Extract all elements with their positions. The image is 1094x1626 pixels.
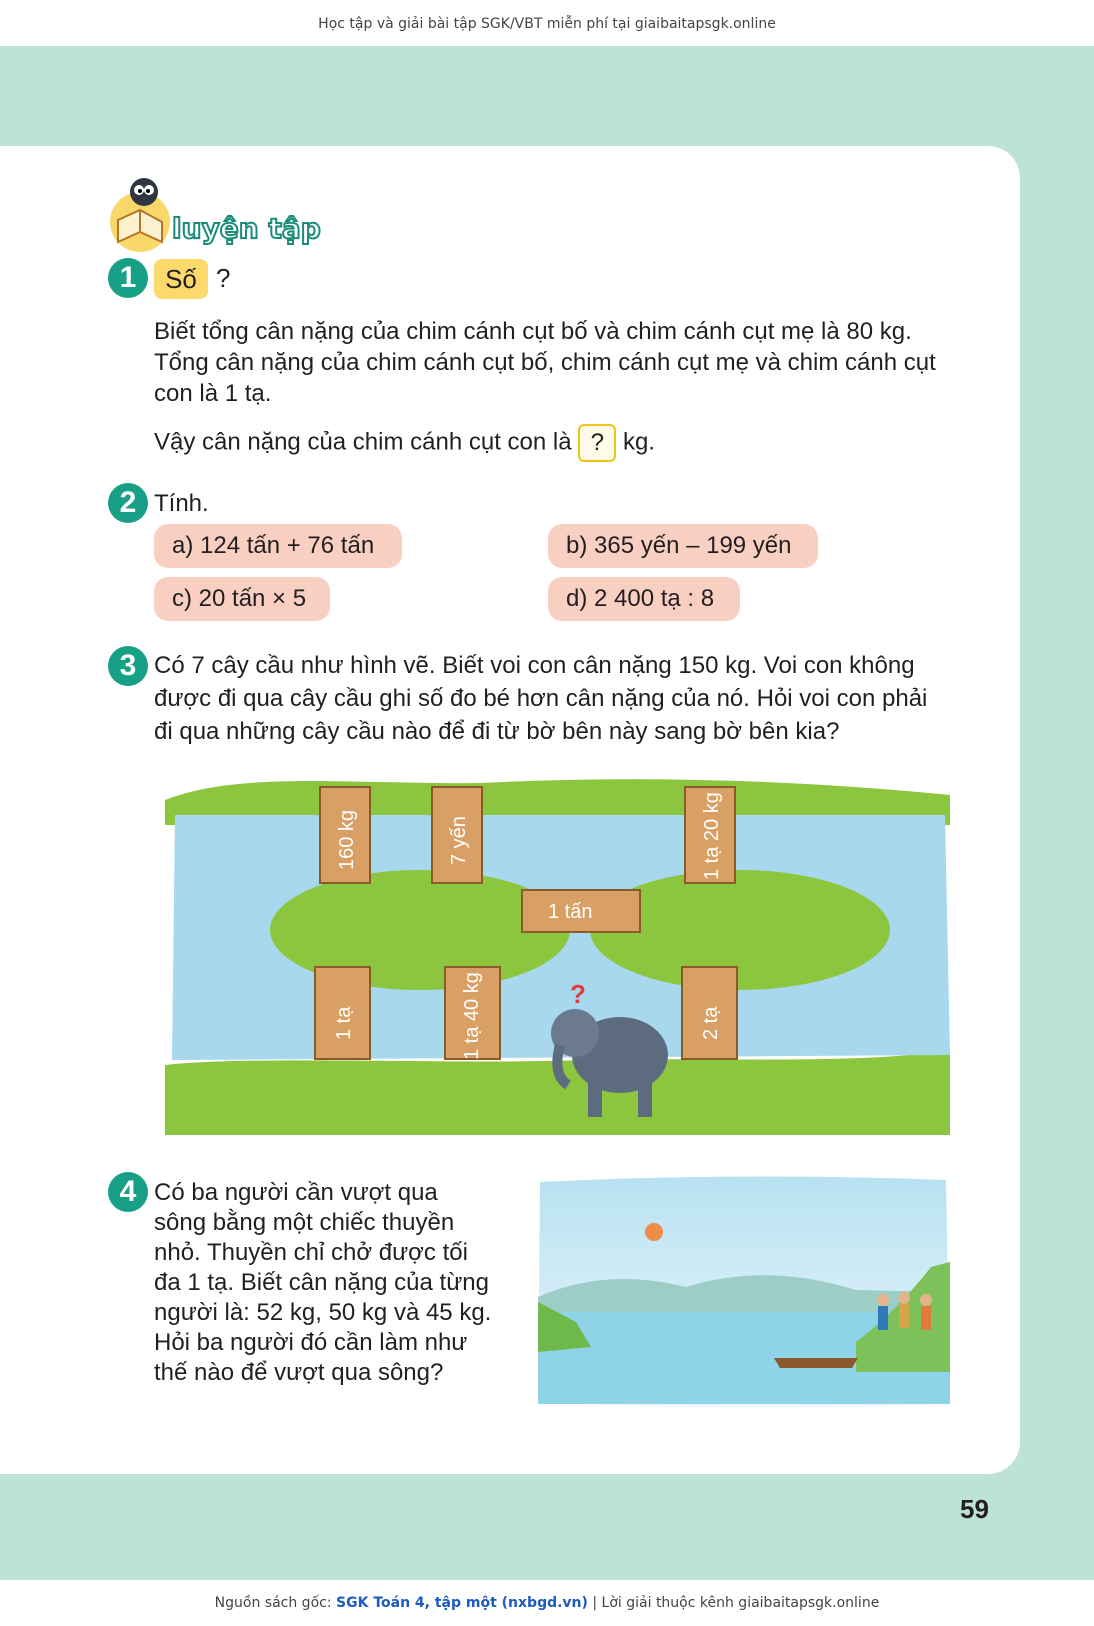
question-prefix: Vậy cân nặng của chim cánh cụt con là [154, 428, 572, 456]
bridge-label: 1 tạ 20 kg [701, 792, 723, 880]
river-crossing-illustration [536, 1172, 952, 1412]
people-icon [877, 1292, 932, 1330]
exercise-4-line-5: người là: 52 kg, 50 kg và 45 kg. [154, 1299, 492, 1326]
bottom-banner [0, 1580, 1094, 1626]
question-mark-icon: ? [570, 979, 586, 1009]
bridge-label: 1 tạ [333, 1006, 355, 1040]
exercise-1-line-3: con là 1 tạ. [154, 380, 272, 407]
exercise-3-line-2: được đi qua cây cầu ghi số đo bé hơn cân nặng của nó. Hỏi voi con phải [154, 685, 928, 712]
bridge-label: 7 yến [448, 816, 470, 865]
bridge-label: 160 kg [336, 809, 358, 870]
bridge-1ta40kg [445, 967, 500, 1060]
answer-box[interactable]: ? [578, 424, 616, 462]
bridge-1ta20kg [685, 787, 735, 883]
calc-item-a: a) 124 tấn + 76 tấn [154, 524, 402, 568]
exercise-2-title: Tính. [154, 490, 209, 517]
bridge-label: 1 tấn [548, 901, 593, 923]
exercise-3-line-3: đi qua những cây cầu nào để đi từ bờ bên này sang bờ bên kia? [154, 718, 840, 745]
bridge-7yen [432, 787, 482, 883]
exercise-4-badge: 4 [108, 1172, 148, 1212]
exercise-4-line-1: Có ba người cần vượt qua [154, 1179, 438, 1206]
chip-question-mark: ? [216, 263, 231, 293]
question-suffix: kg. [622, 428, 655, 456]
bridge-label: 2 tạ [700, 1006, 722, 1040]
exercise-4-line-4: đa 1 tạ. Biết cân nặng của từng [154, 1269, 489, 1296]
boat-icon [774, 1358, 858, 1368]
calc-item-d: d) 2 400 tạ : 8 [548, 577, 740, 621]
exercise-2-badge: 2 [108, 483, 148, 523]
exercise-4-line-3: nhỏ. Thuyền chỉ chở được tối [154, 1239, 468, 1266]
calc-item-b: b) 365 yến – 199 yến [548, 524, 818, 568]
exercise-3-badge: 3 [108, 646, 148, 686]
exercise-1-line-2: Tổng cân nặng của chim cánh cụt bố, chim cánh cụt mẹ và chim cánh cụt [154, 349, 936, 376]
sun-icon [645, 1223, 663, 1241]
page-number: 59 [960, 1494, 989, 1524]
exercise-4-line-7: thế nào để vượt qua sông? [154, 1359, 444, 1386]
bridge-1ta [315, 967, 370, 1059]
source-suffix: | Lời giải thuộc kênh giaibaitapsgk.online [587, 1595, 880, 1611]
exercise-4-line-6: Hỏi ba người đó cần làm như [154, 1329, 468, 1356]
bridge-label: 1 tạ 40 kg [461, 972, 483, 1060]
exercise-1-badge: 1 [108, 258, 148, 298]
exercise-1-question [154, 424, 655, 462]
bridge-2ta [682, 967, 737, 1059]
section-header [110, 170, 330, 260]
bridges-illustration [160, 765, 960, 1140]
exercise-4-line-2: sông bằng một chiếc thuyền [154, 1209, 455, 1236]
calc-item-c: c) 20 tấn × 5 [154, 577, 330, 621]
section-title: luyện tập [172, 212, 321, 245]
bridge-160kg [320, 787, 370, 883]
bridge-1tan [522, 890, 640, 932]
top-banner: Học tập và giải bài tập SGK/VBT miễn phí tại giaibaitapsgk.online [0, 0, 1094, 46]
exercise-3-line-1: Có 7 cây cầu như hình vẽ. Biết voi con cân nặng 150 kg. Voi con không [154, 652, 915, 679]
exercise-1-line-1: Biết tổng cân nặng của chim cánh cụt bố và chim cánh cụt mẹ là 80 kg. [154, 318, 912, 345]
source-link[interactable]: SGK Toán 4, tập một (nxbgd.vn) [336, 1595, 588, 1611]
number-chip: Số [154, 259, 208, 299]
source-prefix: Nguồn sách gốc: [214, 1595, 337, 1611]
